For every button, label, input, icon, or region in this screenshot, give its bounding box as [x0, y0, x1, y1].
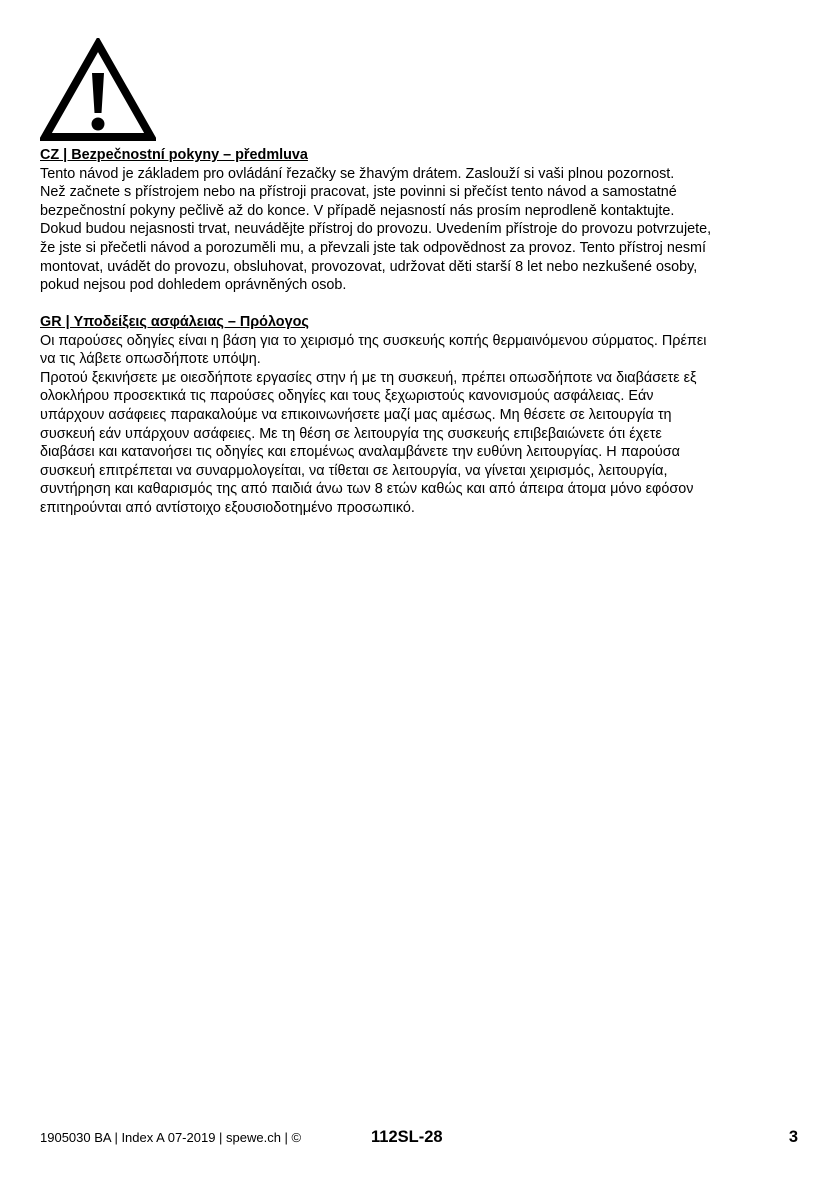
gr-line: επιτηρούνται από αντίστοιχο εξουσιοδοτημένο προσωπικό.	[40, 499, 415, 516]
section-title-gr: GR | Υποδείξεις ασφάλειας – Πρόλογος	[40, 314, 309, 330]
cz-line: Než začnete s přístrojem nebo na přístroji pracovat, jste povinni si přečíst tento návod a samostatné	[40, 184, 677, 201]
section-cz	[40, 146, 800, 295]
section-gr	[40, 313, 800, 518]
cz-line: že jste si přečetli návod a porozuměli mu, a převzali jste tak odpovědnost za provoz. Tento přístroj nesmí	[40, 239, 707, 256]
cz-line: montovat, uvádět do provozu, obsluhovat, provozovat, udržovat děti starší 8 let nebo nezkušené osoby,	[40, 258, 698, 275]
gr-line: διαβάσει και κατανοήσει τις οδηγίες και επομένως αναλαμβάνετε την ευθύνη λειτουργίας. Η παρούσα	[40, 444, 680, 461]
cz-line: Dokud budou nejasnosti trvat, neuvádějte přístroj do provozu. Uvedením přístroje do provozu potvrzujete,	[40, 221, 712, 238]
gr-line: Προτού ξεκινήσετε με οιεσδήποτε εργασίες στην ή με τη συσκευή, πρέπει οπωσδήποτε να διαβάσετε εξ	[40, 369, 697, 386]
gr-line: να τις λάβετε οπωσδήποτε υπόψη.	[40, 351, 261, 368]
section-title-cz: CZ | Bezpečnostní pokyny – předmluva	[40, 147, 308, 163]
warning-triangle-icon	[40, 38, 156, 142]
cz-line: bezpečnostní pokyny pečlivě až do konce. V případě nejasností nás prosím neprodleně kontaktujte.	[40, 202, 675, 219]
gr-line: ολοκλήρου προσεκτικά τις παρούσες οδηγίες και τους ξεχωριστούς κανονισμούς ασφάλειας. Εάν	[40, 388, 654, 405]
gr-line: συσκευή επιτρέπεται να συναρμολογείται, να τίθεται σε λειτουργία, να γίνεται χειρισμός, λειτουργία,	[40, 462, 668, 479]
gr-line: Οι παρούσες οδηγίες είναι η βάση για το χειρισμό της συσκευής κοπής θερμαινόμενου σύρματος. Πρέπει	[40, 332, 707, 349]
footer-model-number: 112SL-28	[371, 1128, 443, 1146]
cz-line: Tento návod je základem pro ovládání řezačky se žhavým drátem. Zaslouží si vaši plnou pozornost.	[40, 165, 675, 182]
gr-line: υπάρχουν ασάφειες παρακαλούμε να επικοινωνήσετε μαζί μας αμέσως. Μη θέσετε σε λειτουργία τη	[40, 406, 672, 423]
gr-line: συσκευή εάν υπάρχουν ασάφειες. Με τη θέση σε λειτουργία της συσκευής επιβεβαιώνετε ότι έχετε	[40, 425, 662, 442]
footer-document-info: 1905030 BA | Index A 07-2019 | spewe.ch | ©	[40, 1130, 302, 1145]
footer-page-number: 3	[788, 1128, 798, 1146]
gr-line: συντήρηση και καθαρισμός της από παιδιά άνω των 8 ετών καθώς και από άπειρα άτομα μόνο εφόσον	[40, 481, 694, 498]
cz-line: pokud nejsou pod dohledem oprávněných osob.	[40, 277, 347, 294]
